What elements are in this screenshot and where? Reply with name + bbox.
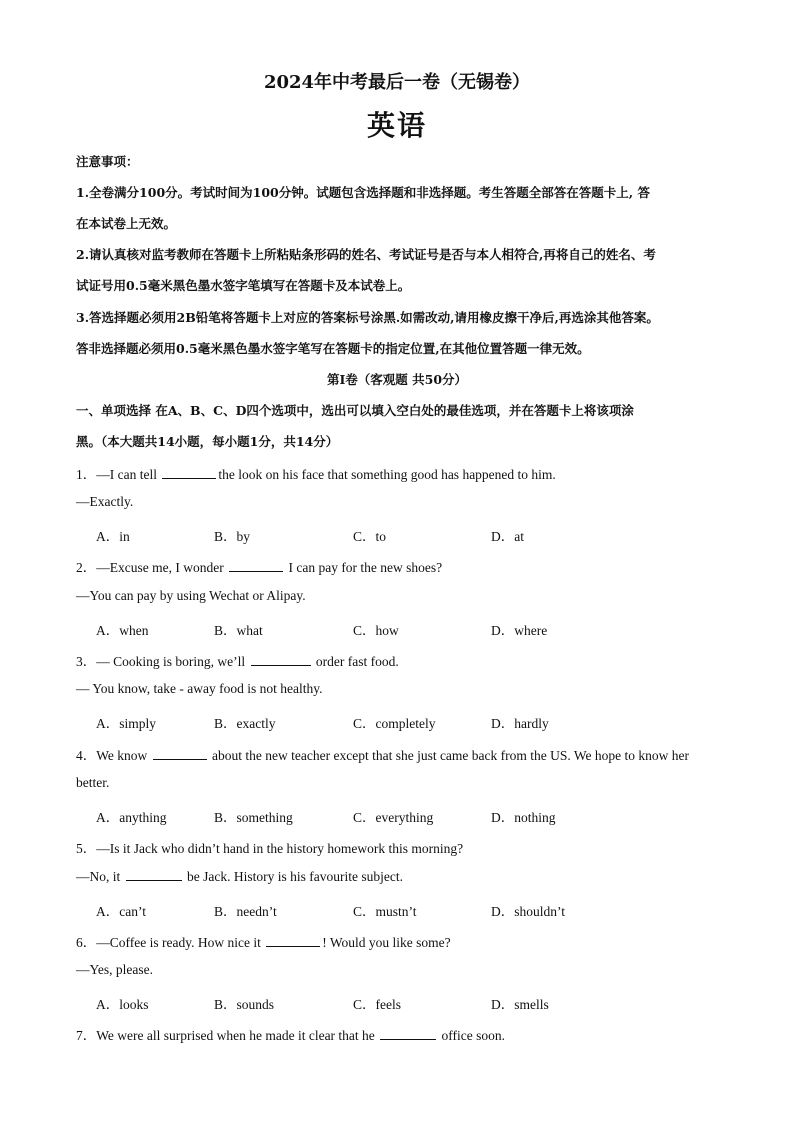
question-3-stem xyxy=(76,650,399,670)
question-4-text-before: 4．We know xyxy=(76,748,151,763)
question-1-option-d[interactable]: D．at xyxy=(491,529,524,544)
question-5-reply-after: be Jack. History is his favourite subject. xyxy=(183,869,403,884)
subject-title: 英语 xyxy=(366,109,427,142)
question-5-option-c[interactable]: C．mustn’t xyxy=(353,904,417,919)
section-instructions-line-1: 一、单项选择 在A、B、C、D四个选项中，选出可以填入空白处的最佳选项，并在答题卡上将该项涂 xyxy=(76,403,634,418)
question-3-option-b[interactable]: B．exactly xyxy=(214,716,276,731)
question-1-option-b[interactable]: B．by xyxy=(214,529,251,544)
answer-blank xyxy=(126,868,182,881)
question-6-text-after: ! Would you like some? xyxy=(322,935,451,950)
question-1-option-a[interactable]: A．in xyxy=(96,529,130,544)
note-2-line-1: 2.请认真核对监考教师在答题卡上所粘贴条形码的姓名、考试证号是否与本人相符合,再将自己的姓名、考 xyxy=(76,247,656,262)
question-3-text-before: 3．— Cooking is boring, we’ll xyxy=(76,654,249,669)
question-3-option-c[interactable]: C．completely xyxy=(353,716,436,731)
answer-blank xyxy=(229,559,283,572)
question-6-option-a[interactable]: A．looks xyxy=(96,997,149,1012)
question-1-reply: —Exactly. xyxy=(76,494,134,509)
question-6-option-d[interactable]: D．smells xyxy=(491,997,549,1012)
question-7-stem xyxy=(76,1024,505,1044)
question-6-reply: —Yes, please. xyxy=(76,962,153,977)
question-3-option-d[interactable]: D．hardly xyxy=(491,716,549,731)
question-5-stem: 5．—Is it Jack who didn’t hand in the history homework this morning? xyxy=(76,841,464,856)
question-5-reply-before: —No, it xyxy=(76,869,124,884)
question-2-option-a[interactable]: A．when xyxy=(96,623,149,638)
notes-heading: 注意事项： xyxy=(76,154,139,169)
question-2-text-before: 2．—Excuse me, I wonder xyxy=(76,560,228,575)
question-6-stem xyxy=(76,931,451,951)
question-4-stem xyxy=(76,744,689,764)
section-title: 第I卷（客观题 共50分） xyxy=(326,372,468,387)
question-2-reply: —You can pay by using Wechat or Alipay. xyxy=(76,588,306,603)
question-1-text-before: 1．—I can tell xyxy=(76,467,161,482)
note-3-line-1: 3.答选择题必须用2B铅笔将答题卡上对应的答案标号涂黑.如需改动,请用橡皮擦干净后,再选涂其他答案。 xyxy=(76,310,659,325)
question-5-option-d[interactable]: D．shouldn’t xyxy=(491,904,566,919)
question-4-option-b[interactable]: B．something xyxy=(214,810,293,825)
question-2-option-d[interactable]: D．where xyxy=(491,623,548,638)
exam-title: 2024年中考最后一卷（无锡卷） xyxy=(263,72,531,93)
question-1-text-after: the look on his face that something good has happened to him. xyxy=(218,467,556,482)
question-4-option-c[interactable]: C．everything xyxy=(353,810,434,825)
question-4-continuation: better. xyxy=(76,775,110,790)
question-4-option-a[interactable]: A．anything xyxy=(96,810,167,825)
question-2-stem xyxy=(76,556,442,576)
note-3-line-2: 答非选择题必须用0.5毫米黑色墨水签字笔写在答题卡的指定位置,在其他位置答题一律无效。 xyxy=(76,341,590,356)
answer-blank xyxy=(162,466,216,479)
question-2-option-b[interactable]: B．what xyxy=(214,623,263,638)
question-7-text-before: 7．We were all surprised when he made it clear that he xyxy=(76,1028,379,1043)
question-6-option-b[interactable]: B．sounds xyxy=(214,997,275,1012)
note-1-line-1: 1.全卷满分100分。考试时间为100分钟。试题包含选择题和非选择题。考生答题全部答在答题卡上, 答 xyxy=(76,185,650,200)
answer-blank xyxy=(153,747,207,760)
question-4-option-d[interactable]: D．nothing xyxy=(491,810,556,825)
answer-blank xyxy=(266,934,320,947)
question-1-option-c[interactable]: C．to xyxy=(353,529,387,544)
question-6-option-c[interactable]: C．feels xyxy=(353,997,401,1012)
answer-blank xyxy=(251,653,311,666)
question-5-option-a[interactable]: A．can’t xyxy=(96,904,146,919)
note-2-line-2: 试证号用0.5毫米黑色墨水签字笔填写在答题卡及本试卷上。 xyxy=(76,278,411,293)
question-6-text-before: 6．—Coffee is ready. How nice it xyxy=(76,935,265,950)
question-3-text-after: order fast food. xyxy=(312,654,399,669)
question-3-option-a[interactable]: A．simply xyxy=(96,716,157,731)
question-3-reply: — You know, take - away food is not healthy. xyxy=(76,681,323,696)
question-1-stem xyxy=(76,463,556,483)
question-5-option-b[interactable]: B．needn’t xyxy=(214,904,277,919)
question-7-text-after: office soon. xyxy=(438,1028,506,1043)
question-4-text-after: about the new teacher except that she just came back from the US. We hope to know her xyxy=(208,748,690,763)
section-instructions-line-2: 黑。（本大题共14小题，每小题1分，共14分） xyxy=(76,434,339,449)
question-5-reply xyxy=(76,868,403,885)
note-1-line-2: 在本试卷上无效。 xyxy=(76,216,177,231)
question-2-option-c[interactable]: C．how xyxy=(353,623,399,638)
answer-blank xyxy=(380,1027,436,1040)
question-2-text-after: I can pay for the new shoes? xyxy=(285,560,443,575)
